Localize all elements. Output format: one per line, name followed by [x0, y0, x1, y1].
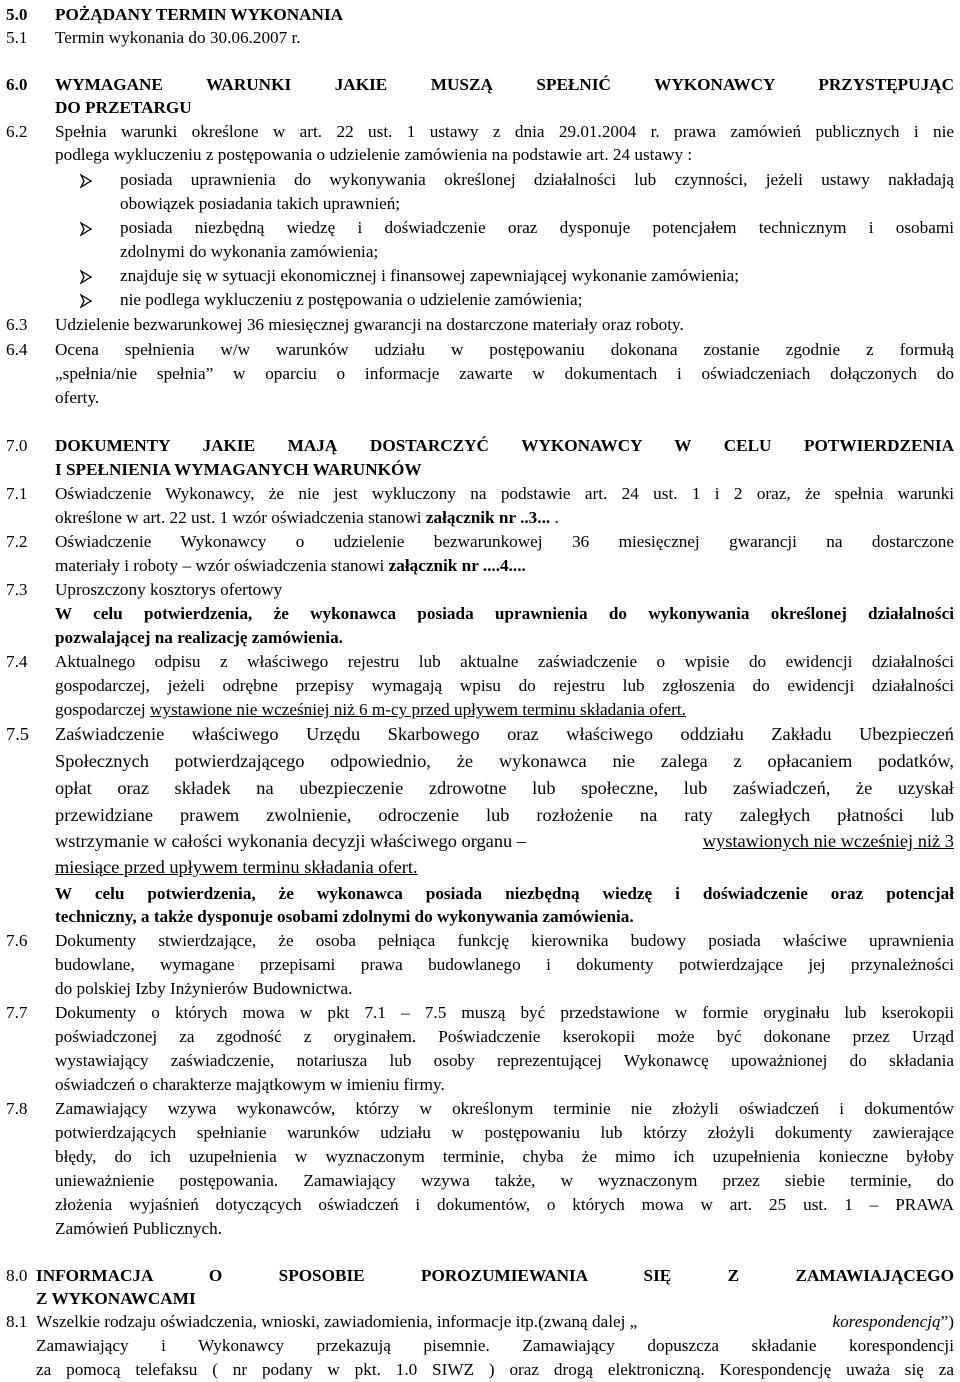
item-text: Zamówień Publicznych. [55, 1219, 223, 1238]
item-text: gospodarczej [55, 700, 150, 719]
item-number: 7.2 [6, 532, 28, 551]
deadline-note: miesiące przed upływem terminu składania ofert. [55, 857, 418, 877]
item-number: 6.4 [6, 340, 28, 359]
item-text: Zamawiający i Wykonawcy przekazują pisemnie. Zamawiający dopuszcza składanie korespondencji [36, 1336, 954, 1355]
item-text: do polskiej Izby Inżynierów Budownictwa. [55, 979, 353, 998]
bullet-text: zdolnymi do wykonania zamówienia; [120, 242, 379, 261]
item-text: gospodarczej, jeżeli odrębne przepisy wymagają wpisu do rejestru lub zgłoszenia do ewidencji działalności [55, 676, 954, 695]
item-text: Zaświadczenie właściwego Urzędu Skarbowego oraz właściwego oddziału Zakładu Ubezpieczeń [55, 724, 954, 744]
arrow-bullet-icon [79, 222, 93, 236]
item-text: unieważnienie postępowania. Zamawiający wzywa także, w wyznaczonym przez siebie terminie, do [55, 1171, 954, 1190]
item-text: ”) [940, 1312, 954, 1331]
item-text: Oświadczenie Wykonawcy o udzielenie bezwarunkowej 36 miesięcznej gwarancji na dostarczone [55, 532, 954, 551]
item-text: wstrzymanie w całości wykonania decyzji właściwego organu – [55, 831, 527, 851]
item-text: potwierdzających spełnianie warunków udziału w postępowaniu lub którzy złożyli dokumenty zawierające [55, 1123, 954, 1142]
item-number: 7.3 [6, 580, 28, 599]
item-text: pozwalającej na realizację zamówienia. [55, 628, 343, 647]
item-text: Społecznych potwierdzającego odpowiednio, że wykonawca nie zalega z opłacaniem podatków, [55, 751, 954, 771]
item-text: złożenia wyjaśnień dotyczących oświadczeń i dokumentów, o których mowa w art. 25 ust. 1 – PRAWA [55, 1195, 954, 1214]
item-text: opłat oraz składek na ubezpieczenie zdrowotne lub społeczne, lub zaświadczeń, że uzyskał [55, 778, 954, 798]
section-title-cont: Z WYKONAWCAMI [36, 1289, 196, 1308]
item-number: 7.5 [6, 724, 29, 744]
item-text: budowlane, wymagane przepisami prawa budowlanego i dokumenty potwierdzające jej przynależności [55, 955, 954, 974]
section-number: 8.0 [6, 1266, 28, 1285]
item-number: 8.1 [6, 1312, 28, 1331]
item-text: Wszelkie rodzaju oświadczenia, wnioski, zawiadomienia, informacje itp.(zwaną dalej „ [36, 1312, 638, 1331]
item-text: techniczny, a także dysponuje osobami zdolnymi do wykonywania zamówienia. [55, 907, 634, 926]
item-text: poświadczonej za zgodność z oryginałem. Poświadczenie kserokopii może być dokonane przez Urząd [55, 1027, 954, 1046]
bullet-text: posiada uprawnienia do wykonywania określonej działalności lub czynności, jeżeli ustawy nakładają [120, 170, 954, 189]
section-number: 6.0 [6, 75, 28, 94]
attachment-ref: załącznik nr ....4.... [388, 556, 526, 575]
section-title: INFORMACJA O SPOSOBIE POROZUMIEWANIA SIĘ Z ZAMAWIAJĄCEGO [36, 1266, 954, 1285]
item-text-italic: korespondencją [832, 1312, 941, 1331]
item-text: określone w art. 22 ust. 1 wzór oświadczenia stanowi [55, 508, 426, 527]
item-number: 7.4 [6, 652, 28, 671]
item-text: oferty. [55, 388, 100, 407]
section-title: WYMAGANE WARUNKI JAKIE MUSZĄ SPEŁNIĆ WYKONAWCY PRZYSTĘPUJĄC [55, 75, 954, 94]
deadline-note: wystawionych nie wcześniej niż 3 [702, 831, 954, 851]
item-text: oświadczeń o charakterze majątkowym w imieniu firmy. [55, 1075, 445, 1094]
item-text: przewidziane prawem zwolnienie, odroczenie lub rozłożenie na raty zaległych płatności lub [55, 805, 954, 825]
item-number: 7.8 [6, 1099, 28, 1118]
item-text: materiały i roboty – wzór oświadczenia stanowi [55, 556, 389, 575]
item-text: W celu potwierdzenia, że wykonawca posiada niezbędną wiedzę i doświadczenie oraz potencjał [55, 884, 954, 903]
item-text: Zamawiający wzywa wykonawców, którzy w określonym terminie nie złożyli oświadczeń i dokumentów [55, 1099, 954, 1118]
section-title-cont: DO PRZETARGU [55, 98, 192, 117]
item-number: 6.2 [6, 122, 28, 141]
arrow-bullet-icon [79, 294, 93, 308]
item-text: . [554, 508, 559, 527]
item-text: Oświadczenie Wykonawcy, że nie jest wykluczony na podstawie art. 24 ust. 1 i 2 oraz, że spełnia warunki [55, 484, 954, 503]
arrow-bullet-icon [79, 174, 93, 188]
item-text: Aktualnego odpisu z właściwego rejestru lub aktualne zaświadczenie o wpisie do ewidencji działalności [55, 652, 954, 671]
item-text: Ocena spełnienia w/w warunków udziału w postępowaniu dokonana zostanie zgodnie z formułą [55, 340, 954, 359]
arrow-bullet-icon [79, 270, 93, 284]
section-number: 5.0 [6, 5, 28, 24]
attachment-ref: załącznik nr ..3... [425, 508, 555, 527]
section-number: 7.0 [6, 436, 28, 455]
item-text: Termin wykonania do 30.06.2007 r. [55, 28, 301, 47]
item-text: W celu potwierdzenia, że wykonawca posiada uprawnienia do wykonywania określonej działalności [55, 604, 954, 623]
item-number: 7.6 [6, 931, 28, 950]
bullet-text: posiada niezbędną wiedzę i doświadczenie oraz dysponuje potencjałem technicznym i osobami [120, 218, 954, 237]
section-title: POŻĄDANY TERMIN WYKONANIA [55, 5, 344, 24]
item-number: 6.3 [6, 315, 28, 334]
bullet-text: obowiązek posiadania takich uprawnień; [120, 194, 401, 213]
deadline-note: wystawione nie wcześniej niż 6 m-cy przed upływem terminu składania ofert. [149, 700, 686, 719]
item-number: 7.1 [6, 484, 28, 503]
bullet-text: znajduje się w sytuacji ekonomicznej i finansowej zapewniającej wykonanie zamówienia; [120, 266, 739, 285]
item-text: Spełnia warunki określone w art. 22 ust. 1 ustawy z dnia 29.01.2004 r. prawa zamówień publicznych i nie [55, 122, 954, 141]
item-text: Uproszczony kosztorys ofertowy [55, 580, 283, 599]
item-text: Udzielenie bezwarunkowej 36 miesięcznej gwarancji na dostarczone materiały oraz roboty. [55, 315, 684, 334]
item-number: 5.1 [6, 28, 28, 47]
item-text: za pomocą telefaksu ( nr podany w pkt. 1.0 SIWZ ) oraz drogą elektroniczną. Korespondencję uważa się za [36, 1360, 954, 1379]
bullet-text: nie podlega wykluczeniu z postępowania o udzielenie zamówienia; [120, 290, 583, 309]
section-title-cont: I SPEŁNIENIA WYMAGANYCH WARUNKÓW [55, 460, 422, 479]
item-text: „spełnia/nie spełnia” w oparciu o informacje zawarte w dokumentach i oświadczeniach dołączonych do [55, 364, 954, 383]
item-text: podlega wykluczeniu z postępowania o udzielenie zamówienia na podstawie art. 24 ustawy : [55, 145, 693, 164]
item-number: 7.7 [6, 1003, 28, 1022]
item-text: Dokumenty stwierdzające, że osoba pełniąca funkcję kierownika budowy posiada właściwe uprawnienia [55, 931, 954, 950]
item-text: błędy, do ich uzupełnienia w wyznaczonym terminie, chyba że mimo ich uzupełnienia konieczne byłoby [55, 1147, 954, 1166]
item-text: wystawiający zaświadczenie, notariusza lub osoby reprezentującej Wykonawcę upoważnionej do składania [55, 1051, 954, 1070]
item-text: Dokumenty o których mowa w pkt 7.1 – 7.5 muszą być przedstawione w formie oryginału lub kserokopii [55, 1003, 954, 1022]
section-title: DOKUMENTY JAKIE MAJĄ DOSTARCZYĆ WYKONAWCY W CELU POTWIERDZENIA [55, 436, 954, 455]
